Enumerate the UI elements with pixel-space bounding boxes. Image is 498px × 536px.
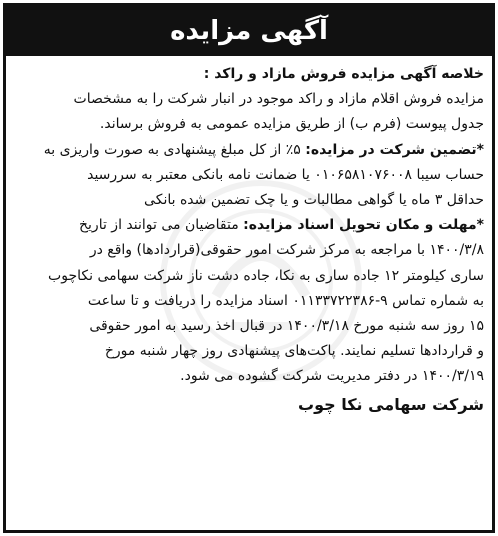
deadline-line-3: ساری کیلومتر ۱۲ جاده ساری به نکا، جاده دشت ناز شرکت سهامی نکاچوب [48,267,484,284]
deadline-label: *مهلت و مکان تحویل اسناد مزایده: [243,217,484,234]
guarantee-line-1 [14,138,484,163]
deadline-line-6: و قراردادها تسلیم نمایند. پاکت‌های پیشنهادی روز چهار شنبه مورخ [104,343,484,360]
notice-frame [3,3,495,533]
deadline-line-4: به شماره تماس ۹-۰۱۱۳۳۷۲۲۳۸۶ اسناد مزایده را دریافت و تا ساعت [87,292,484,309]
deadline-line-5: ۱۵ روز سه شنبه مورخ ۱۴۰۰/۳/۱۸ در قبال اخذ رسید به امور حقوقی [89,317,484,334]
guarantee-line-3: حداقل ۳ ماه یا گواهی مطالبات و یا چک تضمین شده بانکی [144,191,484,208]
intro-line-1: مزایده فروش اقلام مازاد و راکد موجود در انبار شرکت را به مشخصات [73,91,484,108]
deadline-line-7: ۱۴۰۰/۳/۱۹ در دفتر مدیریت شرکت گشوده می شود. [180,368,484,385]
deadline-text-1: متقاضیان می توانند از تاریخ [79,217,239,234]
notice-body [14,62,484,530]
guarantee-text-1: ۵٪ از کل مبلغ پیشنهادی به صورت واریزی به [43,141,301,158]
notice-title: آگهی مزایده [170,16,328,46]
guarantee-label: *تضمین شرکت در مزایده: [305,141,484,158]
deadline-line-2: ۱۴۰۰/۳/۸ با مراجعه به مرکز شرکت امور حقوقی(قراردادها) واقع در [89,242,484,259]
intro-line-2: جدول پیوست (فرم ب) از طریق مزایده عمومی به فروش برساند. [99,116,484,133]
deadline-line-1 [14,213,484,238]
guarantee-line-2: حساب سیبا ۰۱۰۶۵۸۱۰۷۶۰۰۸ یا ضمانت نامه بانکی معتبر به سررسید [87,166,484,183]
summary-title: خلاصه آگهی مزایده فروش مازاد و راکد : [203,66,484,82]
company-signature: شرکت سهامی نکا چوب [298,395,484,415]
notice-header [6,6,492,56]
